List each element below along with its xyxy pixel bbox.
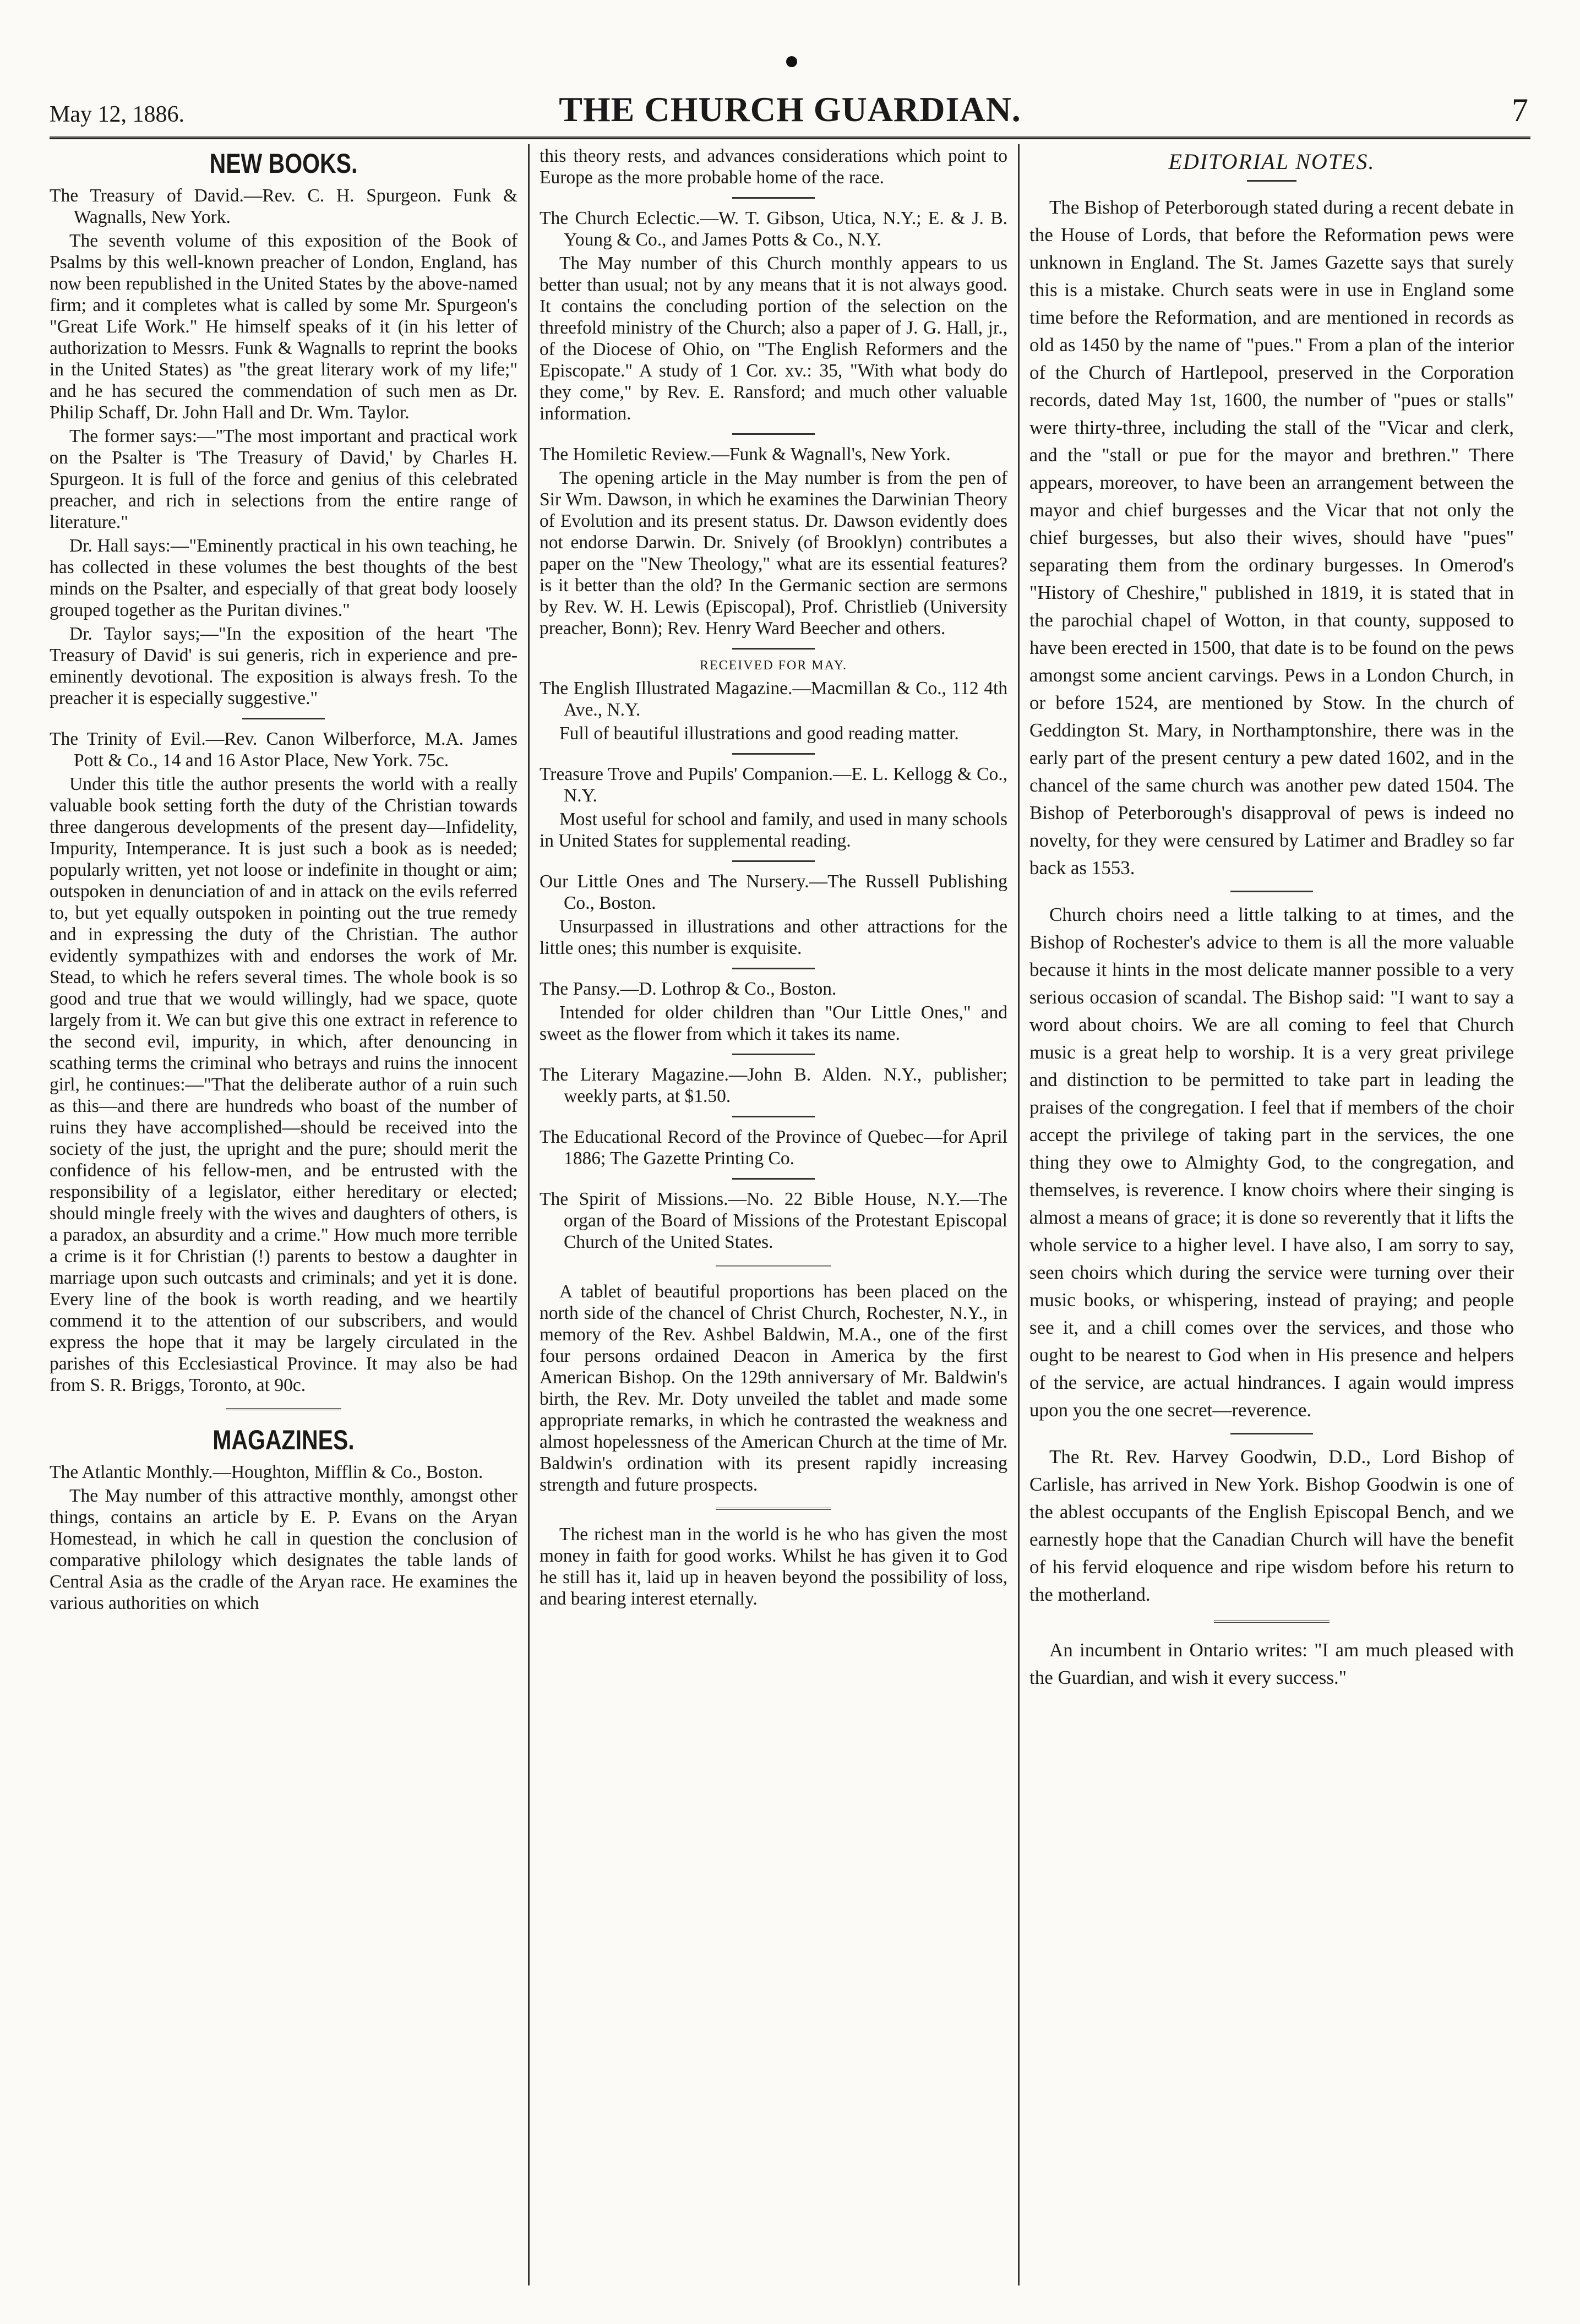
magazine-entry-church-eclectic: The Church Eclectic.—W. T. Gibson, Utica, N.Y.; E. & J. B. Young & Co., and James Potts & Co., N.Y. [540, 208, 1007, 250]
book-review-paragraph: The former says:—"The most important and practical work on the Psalter is 'The Treasury of David,' by Charles H. Spurgeon. It is full of the force and genius of this celebrated preacher, and rich in selections from the entire range of literature." [50, 426, 517, 532]
separator [732, 1054, 815, 1055]
magazine-review-paragraph: The May number of this Church monthly appears to us better than usual; not by any means that it is not always good. It contains the concluding portion of the selection on the threefold ministry of the Church; also a paper of J. G. Hall, jr., of the Diocese of Ohio, on "The English Reformers and the Episcopate." A study of 1 Cor. xv.: 35, "With what body do they come," by Rev. E. Ransford; and much other valuable information. [540, 253, 1007, 424]
separator [1247, 180, 1296, 182]
magazine-review-paragraph: The May number of this attractive monthly, amongst other things, contains an article by E. P. Evans on the Aryan Homestead, in which he call in question the conclusion of comparative philology which designates the table lands of Central Asia as the cradle of the Aryan race. He examines the various authorities on which [50, 1486, 517, 1613]
issue-date: May 12, 1886. [50, 102, 184, 127]
received-note: Most useful for school and family, and used in many schools in United States for supplemental reading. [540, 809, 1007, 851]
masthead [50, 88, 1530, 138]
received-entry: The Literary Magazine.—John B. Alden. N.Y., publisher; weekly parts, at $1.50. [540, 1065, 1007, 1106]
separator [732, 1178, 815, 1180]
column-rule-1 [528, 144, 530, 2285]
magazines-heading: MAGAZINES. [213, 1425, 355, 1455]
editorial-note-bishop-goodwin: The Rt. Rev. Harvey Goodwin, D.D., Lord Bishop of Carlisle, has arrived in New York. Bishop Goodwin is one of the ablest occupants of the English Episcopal Bench, and we earnestly hope that the Canadian Church will have the benefit of his fervid eloquence and ripe wisdom before his return to the motherland. [1029, 1446, 1514, 1605]
book-review-paragraph: Dr. Taylor says;—"In the exposition of the heart 'The Treasury of David' is sui generis, rich in experience and pre-eminently devotional. The exposition is always fresh. To the preacher it is especially suggestive." [50, 624, 517, 708]
received-entry: The English Illustrated Magazine.—Macmillan & Co., 112 4th Ave., N.Y. [540, 678, 1007, 720]
editorial-note-incumbent: An incumbent in Ontario writes: "I am much pleased with the Guardian, and wish it every success." [1029, 1639, 1514, 1688]
double-separator [716, 1265, 831, 1269]
editorial-note-choirs: Church choirs need a little talking to at times, and the Bishop of Rochester's advice to them is all the more valuable because it hints in the most delicate manner possible to a very serious occasion of scandal. The Bishop said: "I want to say a word about choirs. We are all coming to feel that Church music is a great help to worship. It is a very great privilege and distinction to be permitted to take part in leading the praises of the congregation. I feel that if members of the choir accept the privilege of taking part in the services, the one thing they owe to Almighty God, to the congregation, and themselves, is reverence. I know choirs where their singing is almost a means of grace; it is done so reverently that it lifts the whole service to a higher level. I have also, I am sorry to say, seen choirs which during the service were turning over their music books, or whispering, instead of praying; and people see it, and a chill comes over the services, and those who ought to be nearest to God when in His presence and helpers of the service, are actual hindrances. I again would impress upon you the one secret—reverence. [1029, 904, 1514, 1421]
tablet-news-paragraph: A tablet of beautiful proportions has been placed on the north side of the chancel of Christ Church, Rochester, N.Y., in memory of the Rev. Ashbel Baldwin, M.A., one of the first four persons ordained Deacon in America by the first American Bishop. On the 129th anniversary of Mr. Baldwin's birth, the Rev. Mr. Doty unveiled the tablet and made some appropriate remarks, in which he contrasted the weakness and almost hopelessness of the American Church at the time of Mr. Baldwin's ordination with its present rapidly increasing strength and future prospects. [540, 1281, 1007, 1495]
separator [732, 968, 815, 969]
new-books-heading: NEW BOOKS. [209, 148, 358, 179]
richest-man-paragraph: The richest man in the world is he who has given the most money in faith for good works. Whilst he has given it to God he still has it, laid up in heaven beyond the possibility of loss, and bearing interest eternally. [540, 1524, 1007, 1609]
separator [732, 433, 815, 435]
magazine-entry-atlantic-monthly: The Atlantic Monthly.—Houghton, Mifflin & Co., Boston. [50, 1462, 483, 1482]
double-separator [226, 1408, 341, 1412]
separator [1230, 891, 1313, 892]
newspaper-title: THE CHURCH GUARDIAN. [559, 90, 1021, 129]
continued-paragraph: this theory rests, and advances considerations which point to Europe as the more probable home of the race. [540, 146, 1007, 188]
column-1 [50, 145, 517, 2291]
separator [242, 718, 325, 719]
received-note: Full of beautiful illustrations and good reading matter. [559, 723, 959, 744]
double-separator [716, 1508, 831, 1512]
magazine-review-paragraph: The opening article in the May number is from the pen of Sir Wm. Dawson, in which he examines the Darwinian Theory of Evolution and its present status. Dr. Dawson evidently does not endorse Darwin. Dr. Snively (of Brooklyn) contributes a paper on the "New Theology," what are its essential features? is it better than the old? In the Germanic section are sermons by Rev. W. H. Lewis (Episcopal), Prof. Christlieb (University preacher, Bonn); Rev. Henry Ward Beecher and others. [540, 468, 1007, 639]
separator [732, 860, 815, 862]
column-2 [540, 145, 1007, 2291]
magazine-entry-homiletic-review: The Homiletic Review.—Funk & Wagnall's, New York. [540, 444, 951, 465]
book-review-paragraph: The seventh volume of this exposition of the Book of Psalms by this well-known preacher of London, England, has now been republished in the United States by the above-named firm; and it completes what is called by some Mr. Spurgeon's "Great Life Work." He himself speaks of it (in his letter of authorization to Messrs. Funk & Wagnalls to reprint the books in the United States) as "the great literary work of my life;" and he has secured the commendation of such men as Dr. Philip Schaff, Dr. John Hall and Dr. Wm. Taylor. [50, 231, 517, 423]
page-number: 7 [1512, 92, 1528, 128]
book-review-paragraph: Dr. Hall says:—"Eminently practical in his own teaching, he has collected in these volumes the best thoughts of the best minds on the Psalter, and especially of that great body loosely grouped together as the Puritan divines." [50, 536, 517, 620]
book-entry-treasury-of-david: The Treasury of David.—Rev. C. H. Spurgeon. Funk & Wagnalls, New York. [50, 186, 517, 227]
editorial-note-pews: The Bishop of Peterborough stated during a recent debate in the House of Lords, that before the Reformation pews were unknown in England. The St. James Gazette says that surely this is a mistake. Church seats were in use in England some time before the Reformation, and are mentioned in records as old as 1450 by the name of "pues." From a plan of the interior of the Church of Hartlepool, preserved in the Corporation records, dated May 1st, 1600, the number of "pues or stalls" were thirty-three, including the stall of the "Vicar and clerk, and the "stall or pue for the mayor and brethren." There appears, moreover, to have been an arrangement between the mayor and chief burgesses and the Vicar that not only the chief burgesses, but also their wives, should have "pues" separating them from the ordinary burgesses. In Omerod's "History of Cheshire," published in 1819, it is stated that in the parochial chapel of Wotton, in that county, supposed to have been erected in 1500, that date is to be found on the pews amongst some ancient carvings. Pews in a London Church, in or before 1524, are mentioned by Stow. In the church of Geddington St. Mary, in Northamptonshire, there was in the early part of the present century a pew dated 1602, and in the chancel of the same church was another pew dated 1504. The Bishop of Peterborough's disapproval of pews is indeed no novelty, for they were censured by Latimer and Bradley so far back as 1553. [1029, 197, 1514, 879]
separator [732, 1116, 815, 1117]
book-review-paragraph: Under this title the author presents the world with a really valuable book setting forth the duty of the Christian towards three dangerous developments of the present day—Infidelity, Impurity, Intemperance. It is just such a book as is needed; popularly written, yet not loose or indefinite in thought or aim; outspoken in denunciation of and in attack on the evils referred to, but yet equally outspoken in pointing out the true remedy and in expressing the duty of the Christian. The author evidently sympathizes with and endorses the work of Mr. Stead, to which he refers several times. The whole book is so good and true that we would willingly, had we space, quote largely from it. We can but give this one extract in reference to the second evil, impurity, in which, after denouncing in scathing terms the criminal who betrays and ruins the innocent girl, he continues:—"That the deliberate author of a ruin such as this—and there are hundreds who boast of the number of ruins they have accomplished—should be received into the society of the just, the upright and the pure; should merit the confidence of his fellow-men, and be entrusted with the responsibility of a legislator, either hereditary or elected; should mingle freely with the wives and daughters of others, is a paradox, an absurdity and a crime." How much more terrible a crime is it for Christian (!) parents to bestow a daughter in marriage upon such outcasts and criminals; and yet it is done. Every line of the book is worth reading, and we heartily commend it to the attention of our subscribers, and would express the hope that it may be largely circulated in the parishes of this Ecclesiastical Province. It may also be had from S. R. Briggs, Toronto, at 90c. [50, 774, 517, 1395]
ink-dot-ornament [786, 56, 797, 67]
received-entry: Our Little Ones and The Nursery.—The Russell Publishing Co., Boston. [540, 871, 1007, 913]
received-entry: The Educational Record of the Province of Quebec—for April 1886; The Gazette Printing Co. [540, 1127, 1007, 1169]
column-3 [1029, 145, 1514, 2291]
received-for-may-heading: RECEIVED FOR MAY. [699, 658, 848, 673]
separator [732, 753, 815, 755]
received-entry: Treasure Trove and Pupils' Companion.—E. L. Kellogg & Co., N.Y. [540, 764, 1007, 806]
received-note: Intended for older children than "Our Little Ones," and sweet as the flower from which it takes its name. [540, 1002, 1007, 1044]
double-separator [1214, 1621, 1330, 1624]
separator [1230, 1433, 1313, 1434]
book-entry-trinity-of-evil: The Trinity of Evil.—Rev. Canon Wilberforce, M.A. James Pott & Co., 14 and 16 Astor Place, New York. 75c. [50, 729, 517, 771]
received-entry: The Spirit of Missions.—No. 22 Bible House, N.Y.—The organ of the Board of Missions of the Protestant Episcopal Church of the United States. [540, 1189, 1007, 1252]
received-note: Unsurpassed in illustrations and other attractions for the little ones; this number is exquisite. [540, 916, 1007, 958]
editorial-notes-heading: EDITORIAL NOTES. [1168, 149, 1375, 174]
separator [732, 197, 815, 199]
column-rule-2 [1018, 144, 1020, 2285]
masthead-rule [50, 137, 1530, 139]
separator [732, 648, 815, 650]
received-entry: The Pansy.—D. Lothrop & Co., Boston. [540, 979, 837, 999]
